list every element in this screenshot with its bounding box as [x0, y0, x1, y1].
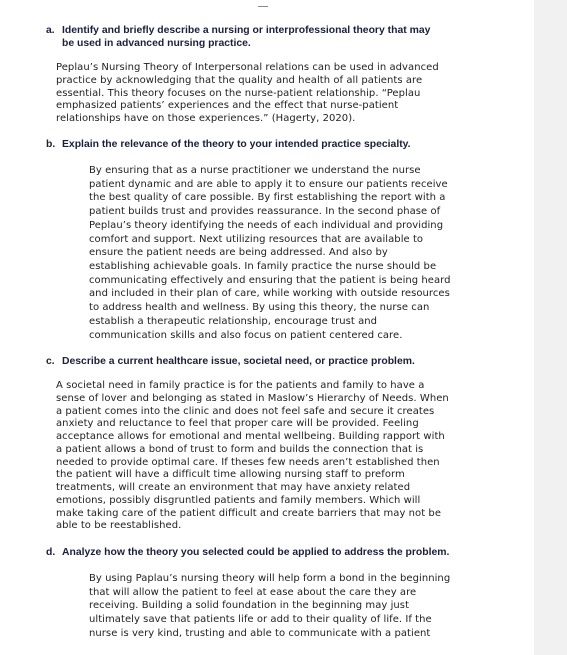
answer-a	[56, 62, 439, 126]
answer-line: needed to provide optimal care. If theses few needs aren’t established then	[56, 456, 440, 468]
answer-line: relationships have on those experiences.” (Hagerty, 2020).	[56, 113, 356, 124]
answer-line: nurse is very kind, trusting and able to communicate with a patient	[89, 627, 431, 639]
answer-line: establish a therapeutic relationship, encourage trust and	[89, 315, 378, 327]
answer-line: receiving. Building a solid foundation in the beginning may just	[89, 600, 410, 612]
answer-c	[56, 380, 449, 533]
answer-line: comfort and support. Next utilizing resources that are available to	[89, 233, 424, 245]
answer-line: communication skills and also focus on patient centered care.	[89, 329, 403, 341]
question-d	[46, 547, 486, 560]
answer-line: the patient will have a difficult time allowing nursing staff to preform	[56, 469, 405, 481]
question-letter: d.	[46, 547, 56, 558]
question-letter: a.	[46, 25, 55, 36]
question-a	[46, 25, 486, 50]
answer-line: Peplau’s Nursing Theory of Interpersonal relations can be used in advanced	[56, 62, 439, 73]
answer-line: a patient allows a bond of trust to form and builds the connection that is	[56, 443, 424, 455]
answer-line: By ensuring that as a nurse practitioner we understand the nurse	[89, 165, 421, 176]
question-line: Explain the relevance of the theory to your intended practice specialty.	[62, 139, 411, 150]
answer-line: a patient comes into the clinic and does not feel safe and secure it creates	[56, 405, 435, 417]
answer-line: anxiety and reluctance to feel that proper care will be provided. Feeling	[56, 418, 419, 430]
answer-line: to address health and wellness. By using this theory, the nurse can	[89, 302, 430, 314]
answer-line: A societal need in family practice is for the patients and family to have a	[56, 380, 425, 391]
question-line: Describe a current healthcare issue, societal need, or practice problem.	[62, 356, 415, 367]
answer-line: make taking care of the patient difficult and create barriers that may not be	[56, 507, 442, 519]
question-line: be used in advanced nursing practice.	[62, 37, 251, 49]
answer-line: sense of lover and belonging as stated in Maslow’s Hierarchy of Needs. When	[56, 392, 449, 404]
answer-line: the best quality of care possible. By first establishing the report with a	[89, 192, 446, 204]
question-line: Analyze how the theory you selected could be applied to address the problem.	[62, 547, 450, 558]
answer-line: communicating effectively and ensuring that the patient is being heard	[89, 274, 451, 286]
answer-line: essential. This theory focuses on the nurse-patient relationship. “Peplau	[56, 87, 421, 99]
answer-line: treatments, will create an environment that may have anxiety related	[56, 482, 411, 493]
answer-line: emphasized patients’ experiences and the effect that nurse-patient	[56, 100, 399, 112]
answer-line: patient dynamic and are able to apply it to ensure our patients receive	[89, 178, 448, 190]
page-top-mark	[258, 6, 268, 7]
answer-line: and included in their plan of care, while working with outside resources	[89, 288, 450, 300]
answer-line: able to be reestablished.	[56, 520, 182, 532]
answer-d	[89, 572, 450, 641]
question-b	[46, 139, 486, 152]
answer-line: patient builds trust and provides reassurance. In the second phase of	[89, 206, 441, 218]
answer-line: that will allow the patient to feel at ease about the care they are	[89, 586, 417, 598]
answer-line: ensure the patient needs are being addressed. And also by	[89, 247, 388, 259]
answer-line: By using Paplau’s nursing theory will help form a bond in the beginning	[89, 573, 451, 584]
viewer-background-strip	[534, 0, 567, 655]
question-line: Identify and briefly describe a nursing or interprofessional theory that may	[62, 25, 431, 36]
question-c	[46, 356, 486, 369]
answer-line: acceptance allows for emotional and mental wellbeing. Building rapport with	[56, 431, 445, 442]
answer-line: emotions, possibly disgruntled patients and family members. Which will	[56, 494, 421, 506]
question-letter: c.	[46, 356, 55, 367]
answer-line: practice by acknowledging that the quality and health of all patients are	[56, 74, 423, 86]
answer-line: establishing achievable goals. In family practice the nurse should be	[89, 261, 437, 273]
answer-b	[89, 164, 451, 342]
answer-line: Peplau’s theory identifying the needs of each individual and providing	[89, 219, 444, 231]
question-letter: b.	[46, 139, 56, 150]
answer-line: ultimately save that patients life or add to their quality of life. If the	[89, 614, 432, 626]
